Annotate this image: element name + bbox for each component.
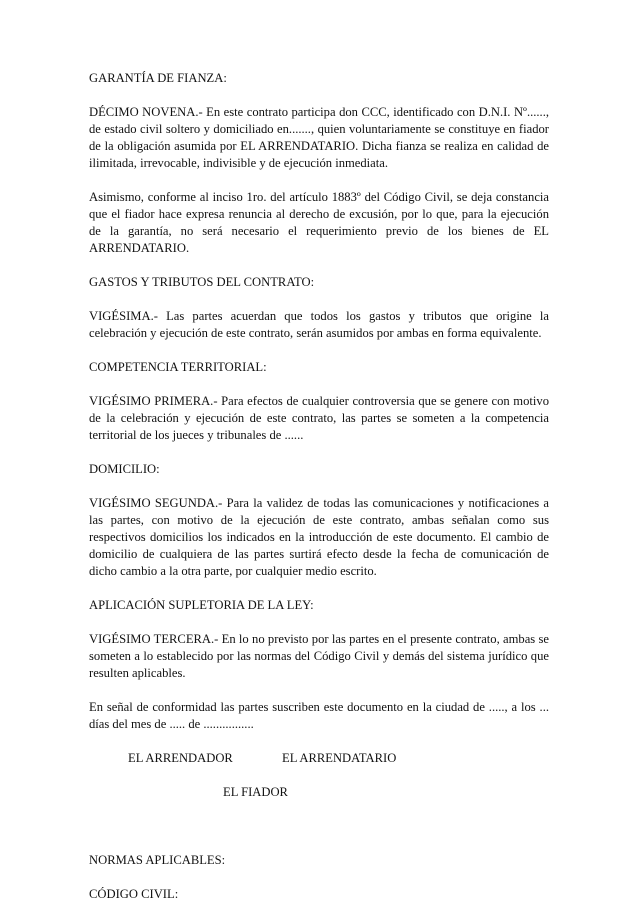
clause-nineteenth-waiver: Asimismo, conforme al inciso 1ro. del artículo 1883º del Código Civil, se deja constancia que el fiador hace expresa renuncia al derecho de excusión, por lo que, para la ejecución de la garantía, no será necesario el requerimiento previo de los bienes de EL ARRENDATARIO. bbox=[89, 190, 549, 255]
signature-tenant: EL ARRENDATARIO bbox=[282, 751, 397, 765]
section-heading-domicile: DOMICILIO: bbox=[89, 462, 160, 476]
document-body bbox=[89, 70, 549, 920]
clause-twenty-second: VIGÉSIMO SEGUNDA.- Para la validez de todas las comunicaciones y notificaciones a las partes, con motivo de la ejecución de este contrato, ambas señalan como sus respectivos domicilios los indicados en la introducción de este documento. El cambio de domicilio de cualquiera de las partes surtirá efecto desde la fecha de comunicación de dicho cambio a la otra parte, por cualquier medio escrito. bbox=[89, 496, 549, 578]
section-heading-supplementary-law: APLICACIÓN SUPLETORIA DE LA LEY: bbox=[89, 598, 314, 612]
signature-row-guarantor bbox=[89, 784, 549, 801]
section-heading-applicable-norms: NORMAS APLICABLES: bbox=[89, 853, 226, 867]
closing-statement: En señal de conformidad las partes suscriben este documento en la ciudad de ....., a los ... días del mes de ..... de ................ bbox=[89, 700, 549, 731]
clause-nineteenth: DÉCIMO NOVENA.- En este contrato participa don CCC, identificado con D.N.I. Nº......, de estado civil soltero y domiciliado en......., quien voluntariamente se constituye en fiador de la obligación asumida por EL ARRENDATARIO. Dicha fianza se realiza en calidad de ilimitada, irrevocable, indivisible y de ejecución inmediata. bbox=[89, 105, 549, 170]
section-heading-expenses: GASTOS Y TRIBUTOS DEL CONTRATO: bbox=[89, 275, 315, 289]
clause-twenty-third: VIGÉSIMO TERCERA.- En lo no previsto por las partes en el presente contrato, ambas se someten a lo establecido por las normas del Código Civil y demás del sistema jurídico que resulten aplicables. bbox=[89, 632, 549, 680]
section-heading-guarantee: GARANTÍA DE FIANZA: bbox=[89, 71, 227, 85]
section-heading-civil-code: CÓDIGO CIVIL: bbox=[89, 887, 179, 901]
signature-landlord: EL ARRENDADOR bbox=[128, 751, 233, 765]
clause-twenty-first: VIGÉSIMO PRIMERA.- Para efectos de cualquier controversia que se genere con motivo de la celebración y ejecución de este contrato, las partes se someten a la competencia territorial de los jueces y tribunales de ...... bbox=[89, 394, 549, 442]
section-heading-jurisdiction: COMPETENCIA TERRITORIAL: bbox=[89, 360, 267, 374]
signature-guarantor: EL FIADOR bbox=[223, 785, 288, 799]
clause-twentieth: VIGÉSIMA.- Las partes acuerdan que todos los gastos y tributos que origine la celebración y ejecución de este contrato, serán asumidos por ambas en forma equivalente. bbox=[89, 309, 549, 340]
signature-row-parties bbox=[89, 750, 549, 767]
